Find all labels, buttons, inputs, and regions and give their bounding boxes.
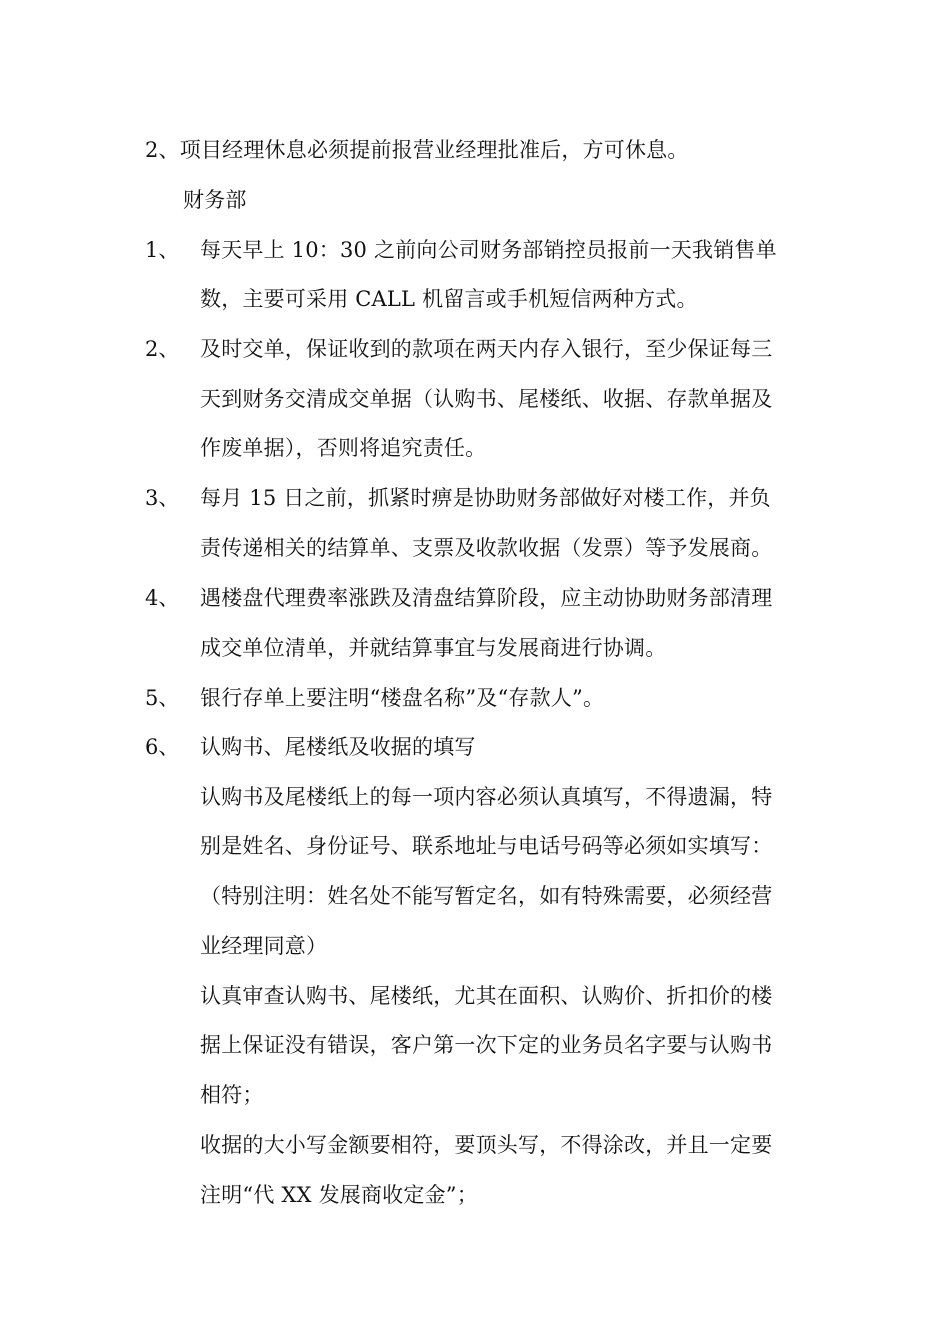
item-line: 遇楼盘代理费率涨跌及清盘结算阶段，应主动协助财务部清理: [200, 586, 773, 610]
item-number: 6、: [145, 735, 180, 759]
item-line: 成交单位清单，并就结算事宜与发展商进行协调。: [200, 636, 667, 660]
sub-paragraph-line: 据上保证没有错误，客户第一次下定的业务员名字要与认购书: [200, 1033, 773, 1057]
sub-paragraph-line: 认购书及尾楼纸上的每一项内容必须认真填写，不得遗漏，特: [200, 785, 773, 809]
item-line: 天到财务交清成交单据（认购书、尾楼纸、收据、存款单据及: [200, 387, 773, 411]
item-line: 及时交单，保证收到的款项在两天内存入银行，至少保证每三: [200, 337, 773, 361]
item-number: 1、: [145, 238, 180, 262]
sub-paragraph-line: 业经理同意）: [200, 934, 328, 958]
item-line: 每月 15 日之前，抓紧时痹是协助财务部做好对楼工作，并负: [200, 486, 771, 510]
section-title: 财务部: [183, 188, 247, 212]
sub-paragraph-line: 相符；: [200, 1083, 264, 1107]
sub-paragraph-line: 认真审查认购书、尾楼纸，尤其在面积、认购价、折扣价的楼: [200, 984, 773, 1008]
intro-line: 2、项目经理休息必须提前报营业经理批准后，方可休息。: [145, 138, 689, 162]
sub-paragraph-line: （特别注明：姓名处不能写暂定名，如有特殊需要，必须经营: [200, 884, 773, 908]
item-line: 银行存单上要注明“楼盘名称”及“存款人”。: [200, 686, 605, 710]
item-line: 每天早上 10：30 之前向公司财务部销控员报前一天我销售单: [200, 238, 777, 262]
item-line: 作废单据），否则将追究责任。: [200, 436, 487, 460]
item-number: 4、: [145, 586, 180, 610]
item-line: 责传递相关的结算单、支票及收款收据（发票）等予发展商。: [200, 536, 773, 560]
sub-paragraph-line: 别是姓名、身份证号、联系地址与电话号码等必须如实填写：: [200, 834, 773, 858]
item-number: 3、: [145, 486, 180, 510]
item-line: 数，主要可采用 CALL 机留言或手机短信两种方式。: [200, 287, 698, 311]
item-number: 2、: [145, 337, 180, 361]
item-line: 认购书、尾楼纸及收据的填写: [200, 735, 476, 759]
sub-paragraph-line: 收据的大小写金额要相符，要顶头写，不得涂改，并且一定要: [200, 1133, 773, 1157]
sub-paragraph-line: 注明“代 XX 发展商收定金”；: [200, 1183, 478, 1207]
item-number: 5、: [145, 686, 180, 710]
